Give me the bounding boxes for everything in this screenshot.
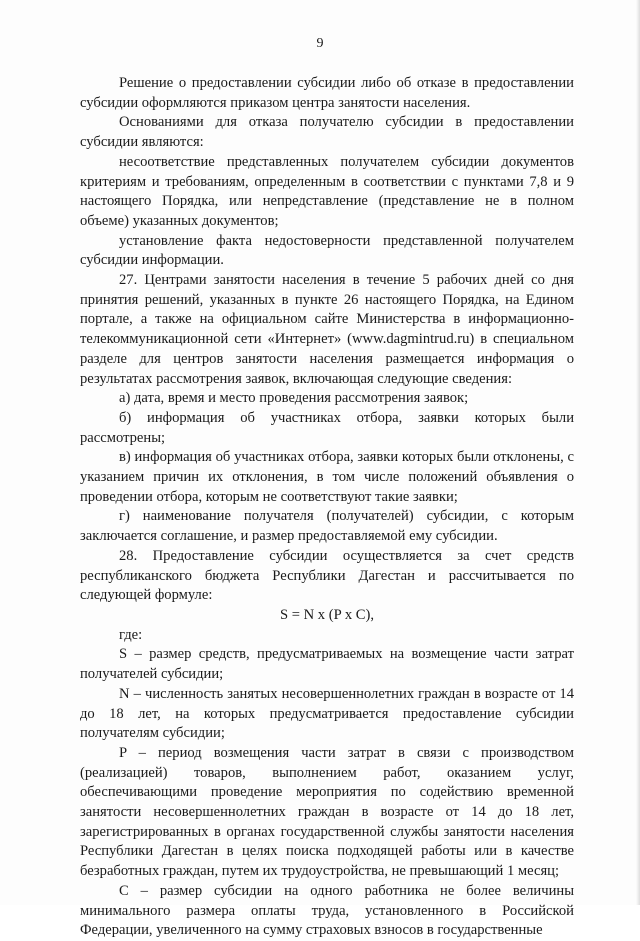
paragraph-28: 28. Предоставление субсидии осуществляется за счет средств республиканского бюджета Республики Дагестан и рассчитывается по следующей формуле: [80, 547, 574, 604]
paragraph-refusal-grounds: Основаниями для отказа получателю субсидии в предоставлении субсидии являются: [80, 114, 574, 151]
paragraph-noncompliance: несоответствие представленных получателем субсидии документов критериям и требованиям, определенным в соответствии с пунктами 7,8 и 9 настоящего Порядка, или непредставление (представление не в полном объеме) указанных документов; [80, 153, 574, 229]
formula: S = N х (P х C), [279, 606, 375, 623]
paragraph-def-n: N – численность занятых несовершеннолетних граждан в возрасте от 14 до 18 лет, на которых предусматривается предоставление субсидии получателям субсидии; [80, 685, 574, 742]
paragraph-def-s: S – размер средств, предусматриваемых на возмещение части затрат получателей субсидии; [80, 646, 574, 683]
paragraph-where: где: [119, 626, 143, 643]
paragraph-item-b: б) информация об участниках отбора, заявки которых были рассмотрены; [80, 409, 574, 446]
paragraph-item-a: а) дата, время и место проведения рассмотрения заявок; [119, 390, 469, 407]
paragraph-decision: Решение о предоставлении субсидии либо об отказе в предоставлении субсидии оформляются приказом центра занятости населения. [80, 75, 574, 111]
paragraph-item-g: г) наименование получателя (получателей) субсидии, с которым заключается соглашение, и размер предоставляемой ему субсидии. [80, 508, 574, 545]
paragraph-def-c: С – размер субсидии на одного работника не более величины минимального размера оплаты труда, установленного в Российской Федерации, увеличенного на сумму страховых взносов в государственные [80, 882, 574, 939]
document-body [80, 74, 574, 941]
paragraph-item-v: в) информация об участниках отбора, заявки которых были отклонены, с указанием причин их отклонения, в том числе положений объявления о проведении отбора, которым не соответствуют такие заявки; [80, 449, 574, 505]
paragraph-false-info: установление факта недостоверности представленной получателем субсидии информации. [80, 232, 574, 269]
scan-edge-shadow [636, 0, 640, 905]
page-number: 9 [316, 36, 324, 51]
paragraph-def-p: P – период возмещения части затрат в связи с производством (реализацией) товаров, выполнением работ, оказанием услуг, обеспечивающими проведение мероприятия по содействию временной занятости несовершеннолетних граждан в возрасте от 14 до 18 лет, зарегистрированных в органах государственной службы занятости населения Республики Дагестан в целях поиска подходящей работы или в качестве безработных граждан, путем их трудоустройства, не превышающий 1 месяц; [80, 744, 574, 880]
paragraph-27: 27. Центрами занятости населения в течение 5 рабочих дней со дня принятия решений, указанных в пункте 26 настоящего Порядка, на Едином портале, а также на официальном сайте Министерства в информационно-телекоммуникационной сети «Интернет» (www.dagmintrud.ru) в специальном разделе для центров занятости населения размещается информация о результатах рассмотрения заявок, включающая следующие сведения: [80, 272, 574, 387]
